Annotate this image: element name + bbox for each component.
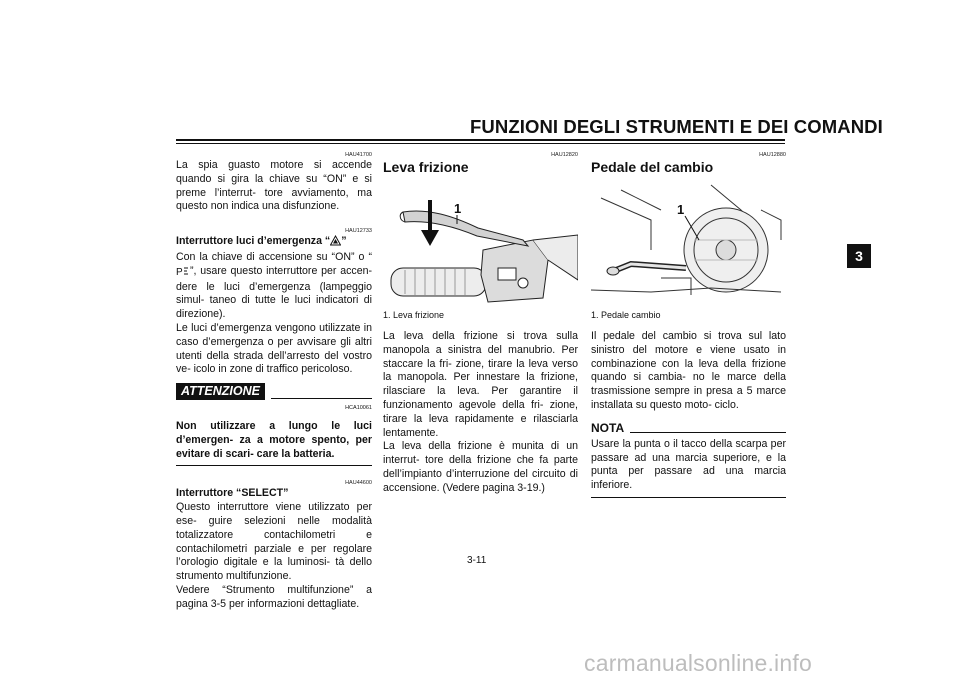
nota-bottom-rule (591, 497, 786, 498)
column-middle (383, 150, 578, 496)
chapter-tab: 3 (847, 244, 871, 268)
shift-pedal-title: Pedale del cambio (591, 159, 714, 175)
hazard-p1-end: ”, usare questo interruttore per accen- dere le luci d’emergenza (lampeggio simul- taneo di tutte le luci indicatori di direzione). (176, 264, 372, 321)
ref-code: HAU12880 (759, 152, 786, 158)
select-paragraph-2: Vedere “Strumento multifunzione” a pagina 3-5 per informazioni dettagliate. (176, 583, 372, 610)
shift-callout-number: 1 (677, 202, 685, 217)
ref-code: HAU44600 (345, 480, 372, 487)
page-number: 3-11 (467, 555, 487, 566)
clutch-lever-title: Leva frizione (383, 159, 469, 175)
clutch-paragraph-1: La leva della frizione si trova sulla manopola a sinistra del manubrio. Per staccare la fri- zione, tirare la leva verso la manopola. Per innestare la frizione, rilasciare la leva. Per garantire il funzionamento agevole della fri- zione, tirare la leva rapidamente e rilasciarla lentamente. (383, 330, 578, 439)
nota-header (591, 421, 786, 435)
caution-rule (271, 398, 372, 399)
header-rule (176, 139, 785, 141)
clutch-figure-caption: 1. Leva frizione (383, 310, 445, 320)
hazard-paragraph-1 (176, 251, 372, 322)
svg-text:P: P (176, 266, 183, 276)
caution-bottom-rule (176, 465, 372, 466)
parking-key-icon (176, 266, 190, 281)
ref-code: HAU12820 (551, 152, 578, 158)
hazard-switch-title (176, 235, 372, 251)
hazard-title-text: Interruttore luci d’emergenza “ (176, 235, 331, 248)
page-header-title: FUNZIONI DEGLI STRUMENTI E DEI COMANDI (470, 116, 883, 137)
hazard-triangle-icon (330, 235, 341, 251)
caution-header (176, 383, 372, 400)
column-left (176, 150, 372, 612)
hazard-paragraph-2: Le luci d’emergenza vengono utilizzate in caso d’emergenza o per avvisare gli altri utenti della strada dell’arresto del vostro ve- icolo in zone di traffico pericoloso. (176, 321, 372, 376)
header-rule-thin (176, 143, 785, 144)
select-paragraph-1: Questo interruttore viene utilizzato per ese- guire selezioni nelle modalità totalizzatore contachilometri e contachilometri parziale e per regolare l’orologio digitale e la luminosi- tà dello strumento multifunzione. (176, 501, 372, 583)
column-right (591, 150, 786, 498)
shift-figure-caption: 1. Pedale cambio (591, 310, 661, 320)
caution-code: HCA10061 (345, 405, 372, 412)
hazard-title-close: ” (341, 235, 347, 248)
hazard-p1-start: Con la chiave di accensione su “ON” o “ (176, 250, 372, 263)
watermark: carmanualsonline.info (584, 650, 812, 676)
shift-paragraph-1: Il pedale del cambio si trova sul lato sinistro del motore e viene usato in combinazione con la leva della frizione quando si cambia- no le marce della trasmissione sempre in presa a 5 marce installata su questo moto- ciclo. (591, 330, 786, 411)
ref-code: HAU41700 (345, 152, 372, 158)
nota-rule (630, 432, 786, 433)
shift-pedal-figure (591, 180, 786, 305)
engine-warning-paragraph: La spia guasto motore si accende quando si gira la chiave su “ON” e si preme l’interrut- tore avviamento, ma questo non indica una disfunzione. (176, 159, 372, 213)
caution-text: Non utilizzare a lungo le luci d’emergen- za a motore spento, per evitare di scari- care la batteria. (176, 419, 372, 460)
clutch-callout-number: 1 (454, 201, 462, 216)
ref-code: HAU12733 (345, 228, 372, 235)
clutch-lever-figure (383, 180, 578, 305)
clutch-paragraph-2: La leva della frizione è munita di un interrut- tore della frizione che fa parte dell’impianto d’interruzione del circuito di accensione. (Vedere pagina 3-19.) (383, 440, 578, 494)
nota-text: Usare la punta o il tacco della scarpa per passare ad una marcia superiore, e la punta per passare ad una marcia inferiore. (591, 437, 786, 492)
select-switch-title: Interruttore “SELECT” (176, 487, 289, 500)
nota-label: NOTA (591, 420, 625, 435)
caution-label: ATTENZIONE (176, 383, 265, 400)
